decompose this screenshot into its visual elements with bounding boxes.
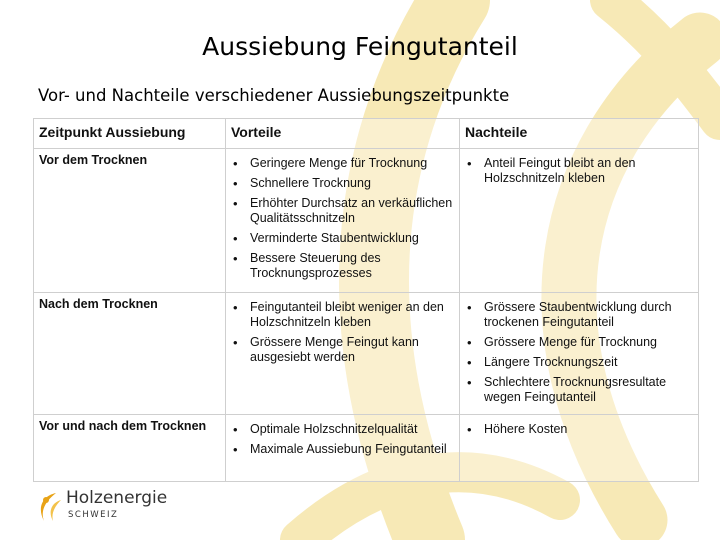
list-item: • Maximale Aussiebung Feingutanteil: [231, 442, 454, 457]
cons-cell: [460, 415, 699, 482]
pros-list: [231, 156, 454, 281]
pros-cell: [226, 415, 460, 482]
list-item: • Geringere Menge für Trocknung: [231, 156, 454, 171]
header-vorteile: Vorteile: [226, 119, 460, 149]
page-title: Aussiebung Feingutanteil: [202, 32, 518, 61]
cons-list: [465, 300, 693, 405]
table-row: [34, 415, 699, 482]
pros-list: [231, 300, 454, 365]
table-header-row: [34, 119, 699, 149]
list-item: • Grössere Staubentwicklung durch trockenen Feingutanteil: [465, 300, 693, 330]
list-item: • Optimale Holzschnitzelqualität: [231, 422, 454, 437]
list-item: • Verminderte Staubentwicklung: [231, 231, 454, 246]
logo-subtext: SCHWEIZ: [68, 510, 119, 520]
cons-list: [465, 156, 693, 186]
pros-cons-table: [33, 118, 699, 482]
list-item: • Erhöhter Durchsatz an verkäuflichen Qualitätsschnitzeln: [231, 196, 454, 226]
phase-cell: Vor und nach dem Trocknen: [34, 415, 226, 482]
logo-name: Holzenergie: [66, 488, 168, 508]
list-item: • Grössere Menge Feingut kann ausgesiebt werden: [231, 335, 454, 365]
list-item: • Anteil Feingut bleibt an den Holzschnitzeln kleben: [465, 156, 693, 186]
list-item: • Schlechtere Trocknungsresultate wegen Feingutanteil: [465, 375, 693, 405]
table-row: [34, 149, 699, 293]
header-nachteile: Nachteile: [460, 119, 699, 149]
phase-cell: Nach dem Trocknen: [34, 293, 226, 415]
header-zeitpunkt: Zeitpunkt Aussiebung: [34, 119, 226, 149]
cons-cell: [460, 293, 699, 415]
table-row: [34, 293, 699, 415]
list-item: • Längere Trocknungszeit: [465, 355, 693, 370]
list-item: • Höhere Kosten: [465, 422, 693, 437]
list-item: • Feingutanteil bleibt weniger an den Holzschnitzeln kleben: [231, 300, 454, 330]
phase-cell: Vor dem Trocknen: [34, 149, 226, 293]
cons-list: [465, 422, 693, 437]
list-item: • Bessere Steuerung des Trocknungsprozesses: [231, 251, 454, 281]
pros-cell: [226, 293, 460, 415]
list-item: • Grössere Menge für Trocknung: [465, 335, 693, 350]
pros-list: [231, 422, 454, 457]
holzenergie-logo: [34, 488, 168, 528]
flame-logo-icon: [34, 490, 64, 524]
list-item: • Schnellere Trocknung: [231, 176, 454, 191]
page-subtitle: Vor- und Nachteile verschiedener Aussiebungszeitpunkte: [38, 86, 510, 105]
pros-cell: [226, 149, 460, 293]
cons-cell: [460, 149, 699, 293]
